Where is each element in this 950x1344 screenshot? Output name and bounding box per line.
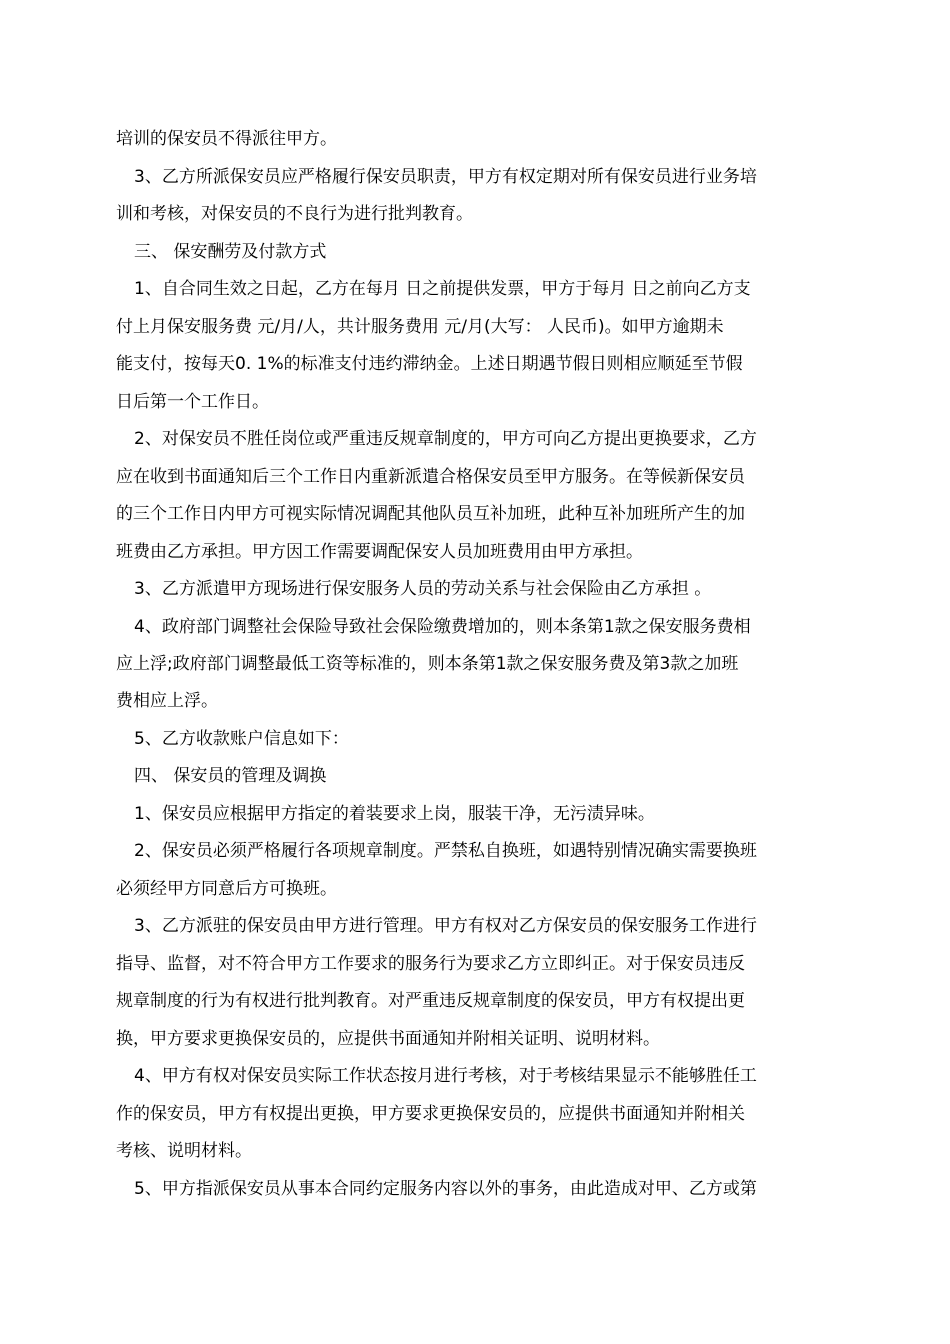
text-line-24: 规章制度的行为有权进行批判教育。对严重违反规章制度的保安员，甲方有权提出更 — [116, 991, 745, 1011]
text-line-29: 5、甲方指派保安员从事本合同约定服务内容以外的事务，由此造成对甲、乙方或第 — [134, 1179, 757, 1199]
text-line-27: 作的保安员，甲方有权提出更换，甲方要求更换保安员的，应提供书面通知并附相关 — [116, 1104, 745, 1124]
text-line-23: 指导、监督，对不符合甲方工作要求的服务行为要求乙方立即纠正。对于保安员违反 — [116, 954, 745, 974]
text-line-25: 换，甲方要求更换保安员的，应提供书面通知并附相关证明、说明材料。 — [116, 1029, 660, 1049]
text-line-22: 3、乙方派驻的保安员由甲方进行管理。甲方有权对乙方保安员的保安服务工作进行 — [134, 916, 757, 936]
text-line-16: 费相应上浮。 — [116, 691, 218, 711]
text-line-19: 1、保安员应根据甲方指定的着装要求上岗，服装干净，无污渍异味。 — [134, 804, 655, 824]
text-line-1: 培训的保安员不得派往甲方。 — [116, 129, 337, 149]
text-line-13: 3、乙方派遣甲方现场进行保安服务人员的劳动关系与社会保险由乙方承担 。 — [134, 579, 712, 599]
text-line-5: 1、自合同生效之日起，乙方在每月 日之前提供发票，甲方于每月 日之前向乙方支 — [134, 279, 751, 299]
text-line-7: 能支付，按每天0. 1%的标准支付违约滞纳金。上述日期遇节假日则相应顺延至节假 — [116, 354, 743, 374]
text-line-11: 的三个工作日内甲方可视实际情况调配其他队员互补加班，此种互补加班所产生的加 — [116, 504, 745, 524]
text-line-10: 应在收到书面通知后三个工作日内重新派遣合格保安员至甲方服务。在等候新保安员 — [116, 467, 745, 487]
text-line-15: 应上浮;政府部门调整最低工资等标准的，则本条第1款之保安服务费及第3款之加班 — [116, 654, 739, 674]
text-line-14: 4、政府部门调整社会保险导致社会保险缴费增加的，则本条第1款之保安服务费相 — [134, 617, 751, 637]
text-line-9: 2、对保安员不胜任岗位或严重违反规章制度的，甲方可向乙方提出更换要求，乙方 — [134, 429, 757, 449]
text-line-17: 5、乙方收款账户信息如下： — [134, 729, 349, 749]
text-line-2: 3、乙方所派保安员应严格履行保安员职责，甲方有权定期对所有保安员进行业务培 — [134, 167, 757, 187]
text-line-8: 日后第一个工作日。 — [116, 392, 269, 412]
text-line-28: 考核、说明材料。 — [116, 1141, 252, 1161]
text-line-26: 4、甲方有权对保安员实际工作状态按月进行考核，对于考核结果显示不能够胜任工 — [134, 1066, 757, 1086]
text-line-3: 训和考核，对保安员的不良行为进行批判教育。 — [116, 204, 473, 224]
section-heading-4: 四、 保安员的管理及调换 — [134, 766, 327, 786]
text-line-20: 2、保安员必须严格履行各项规章制度。严禁私自换班，如遇特别情况确实需要换班 — [134, 841, 757, 861]
text-line-6: 付上月保安服务费 元/月/人，共计服务费用 元/月(大写： 人民币)。如甲方逾期未 — [116, 317, 724, 337]
text-line-12: 班费由乙方承担。甲方因工作需要调配保安人员加班费用由甲方承担。 — [116, 542, 643, 562]
section-heading-3: 三、 保安酬劳及付款方式 — [134, 242, 327, 262]
text-line-21: 必须经甲方同意后方可换班。 — [116, 879, 337, 899]
